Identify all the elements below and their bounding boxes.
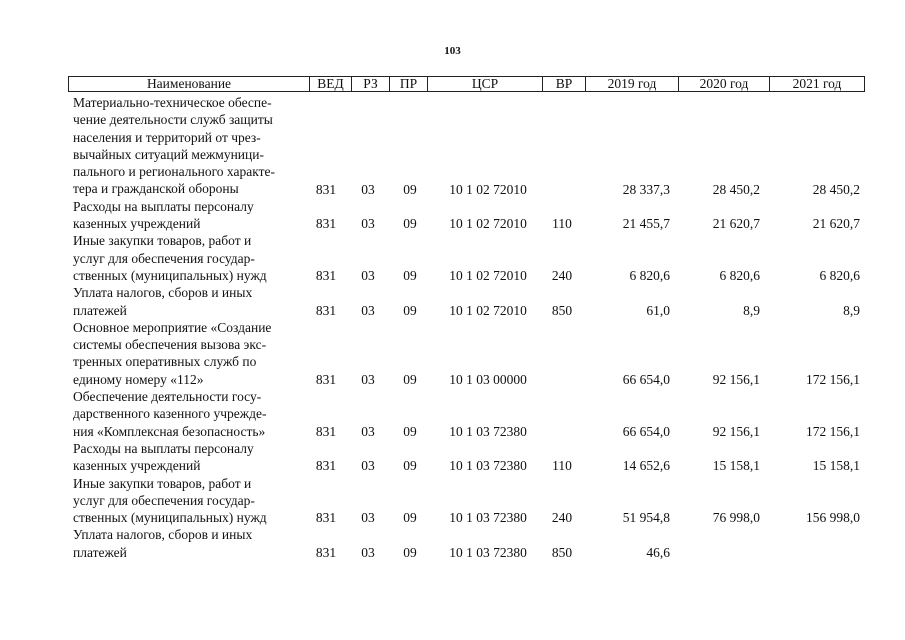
cell-2020: 6 820,6	[719, 267, 760, 283]
table-row	[0, 388, 905, 440]
cell-pr: 09	[403, 216, 417, 232]
cell-2019: 66 654,0	[622, 423, 670, 439]
cell-2020: 92 156,1	[712, 423, 760, 439]
cell-2020: 15 158,1	[712, 458, 760, 474]
cell-2019: 66 654,0	[622, 371, 670, 387]
row-name-line: пального и регионального характе-	[73, 164, 275, 180]
cell-2020: 21 620,7	[712, 216, 760, 232]
cell-2021: 156 998,0	[806, 510, 860, 526]
cell-pr: 09	[403, 181, 417, 197]
cell-2021: 172 156,1	[806, 423, 860, 439]
cell-ved: 831	[315, 181, 337, 197]
table-row	[0, 198, 905, 233]
cell-ved: 831	[315, 371, 337, 387]
cell-rz: 03	[361, 267, 375, 283]
header-2020: 2020 год	[678, 77, 769, 91]
row-name	[73, 284, 309, 319]
cell-csr: 10 1 02 72010	[449, 302, 527, 318]
cell-2021: 21 620,7	[812, 216, 860, 232]
cell-rz: 03	[361, 181, 375, 197]
table-body	[0, 94, 905, 561]
row-name-line: Расходы на выплаты персоналу	[73, 440, 254, 456]
cell-vr: 850	[551, 302, 573, 318]
cell-csr: 10 1 03 72380	[449, 458, 527, 474]
cell-csr: 10 1 03 00000	[449, 371, 527, 387]
cell-2020: 8,9	[743, 302, 760, 318]
header-2021: 2021 год	[769, 77, 864, 91]
row-name-line: чение деятельности служб защиты	[73, 112, 273, 128]
cell-2020: 76 998,0	[712, 510, 760, 526]
page-number: 103	[444, 45, 461, 57]
row-name-line: тренных оперативных служб по	[73, 354, 257, 370]
row-name	[73, 440, 309, 475]
cell-2020: 92 156,1	[712, 371, 760, 387]
cell-rz: 03	[361, 458, 375, 474]
row-name-line: услуг для обеспечения государ-	[73, 250, 255, 266]
cell-2021: 28 450,2	[812, 181, 860, 197]
row-name-line: Уплата налогов, сборов и иных	[73, 285, 253, 301]
cell-2019: 14 652,6	[622, 458, 670, 474]
cell-2021: 6 820,6	[819, 267, 860, 283]
header-rz: РЗ	[351, 77, 389, 91]
row-name-line: населения и территорий от чрез-	[73, 129, 261, 145]
row-name-line: Обеспечение деятельности госу-	[73, 389, 262, 405]
row-name	[73, 388, 309, 440]
row-name-line: Материально-техническое обеспе-	[73, 95, 272, 110]
cell-2019: 6 820,6	[629, 267, 670, 283]
cell-vr: 240	[551, 267, 573, 283]
row-name	[73, 526, 309, 561]
cell-2021	[770, 544, 860, 561]
cell-pr: 09	[403, 458, 417, 474]
cell-ved: 831	[315, 302, 337, 318]
cell-csr: 10 1 03 72380	[449, 544, 527, 560]
cell-ved: 831	[315, 267, 337, 283]
cell-pr: 09	[403, 423, 417, 439]
row-name-line: Уплата налогов, сборов и иных	[73, 527, 253, 543]
cell-2019: 61,0	[646, 302, 670, 318]
row-name-line: казенных учреждений	[73, 216, 201, 232]
cell-rz: 03	[361, 302, 375, 318]
row-name-line: казенных учреждений	[73, 458, 201, 474]
cell-2019: 28 337,3	[622, 181, 670, 197]
cell-csr: 10 1 03 72380	[449, 423, 527, 439]
cell-vr	[542, 423, 582, 440]
row-name-line: Расходы на выплаты персоналу	[73, 198, 254, 214]
table-row	[0, 232, 905, 284]
row-name-line: Основное мероприятие «Создание	[73, 319, 272, 335]
table-row	[0, 526, 905, 561]
table-row	[0, 475, 905, 527]
cell-2020	[680, 544, 760, 561]
cell-2019: 51 954,8	[622, 510, 670, 526]
cell-vr	[542, 181, 582, 198]
table-row	[0, 94, 905, 198]
header-vr: ВР	[542, 77, 585, 91]
cell-csr: 10 1 03 72380	[449, 510, 527, 526]
row-name	[73, 198, 309, 233]
cell-pr: 09	[403, 544, 417, 560]
table-row	[0, 284, 905, 319]
row-name-line: вычайных ситуаций межмуници-	[73, 146, 264, 162]
row-name-line: Иные закупки товаров, работ и	[73, 233, 252, 249]
row-name-line: ственных (муниципальных) нужд	[73, 267, 267, 283]
row-name-line: системы обеспечения вызова экс-	[73, 337, 267, 353]
row-name-line: Иные закупки товаров, работ и	[73, 475, 252, 491]
cell-rz: 03	[361, 216, 375, 232]
cell-ved: 831	[315, 510, 337, 526]
cell-pr: 09	[403, 371, 417, 387]
row-name-line: ния «Комплексная безопасность»	[73, 423, 266, 439]
row-name-line: ственных (муниципальных) нужд	[73, 510, 267, 526]
header-2019: 2019 год	[585, 77, 678, 91]
cell-vr: 110	[552, 458, 572, 474]
cell-pr: 09	[403, 302, 417, 318]
cell-csr: 10 1 02 72010	[449, 267, 527, 283]
row-name-line: дарственного казенного учрежде-	[73, 406, 267, 422]
table-row	[0, 440, 905, 475]
cell-2021: 8,9	[843, 302, 860, 318]
cell-rz: 03	[361, 510, 375, 526]
row-name-line: услуг для обеспечения государ-	[73, 492, 255, 508]
row-name	[73, 94, 309, 198]
cell-rz: 03	[361, 544, 375, 560]
cell-rz: 03	[361, 423, 375, 439]
table-row	[0, 319, 905, 388]
cell-csr: 10 1 02 72010	[449, 181, 527, 197]
table-header	[68, 76, 865, 92]
cell-rz: 03	[361, 371, 375, 387]
header-pr: ПР	[389, 77, 427, 91]
row-name-line: тера и гражданской обороны	[73, 181, 239, 197]
header-name: Наименование	[146, 77, 232, 91]
cell-vr: 850	[551, 544, 573, 560]
cell-vr: 110	[552, 216, 572, 232]
cell-2021: 172 156,1	[806, 371, 860, 387]
cell-ved: 831	[315, 458, 337, 474]
row-name	[73, 232, 309, 284]
cell-ved: 831	[315, 544, 337, 560]
cell-2020: 28 450,2	[712, 181, 760, 197]
cell-2019: 46,6	[646, 544, 670, 560]
cell-pr: 09	[403, 267, 417, 283]
cell-ved: 831	[315, 423, 337, 439]
row-name-line: единому номеру «112»	[73, 371, 204, 387]
cell-2019: 21 455,7	[622, 216, 670, 232]
header-ved: ВЕД	[309, 77, 351, 91]
cell-2021: 15 158,1	[812, 458, 860, 474]
row-name	[73, 319, 309, 388]
cell-vr	[542, 371, 582, 388]
cell-pr: 09	[403, 510, 417, 526]
cell-csr: 10 1 02 72010	[449, 216, 527, 232]
row-name-line: платежей	[73, 544, 127, 560]
row-name-line: платежей	[73, 302, 127, 318]
cell-ved: 831	[315, 216, 337, 232]
header-csr: ЦСР	[427, 77, 542, 91]
cell-vr: 240	[551, 510, 573, 526]
row-name	[73, 475, 309, 527]
